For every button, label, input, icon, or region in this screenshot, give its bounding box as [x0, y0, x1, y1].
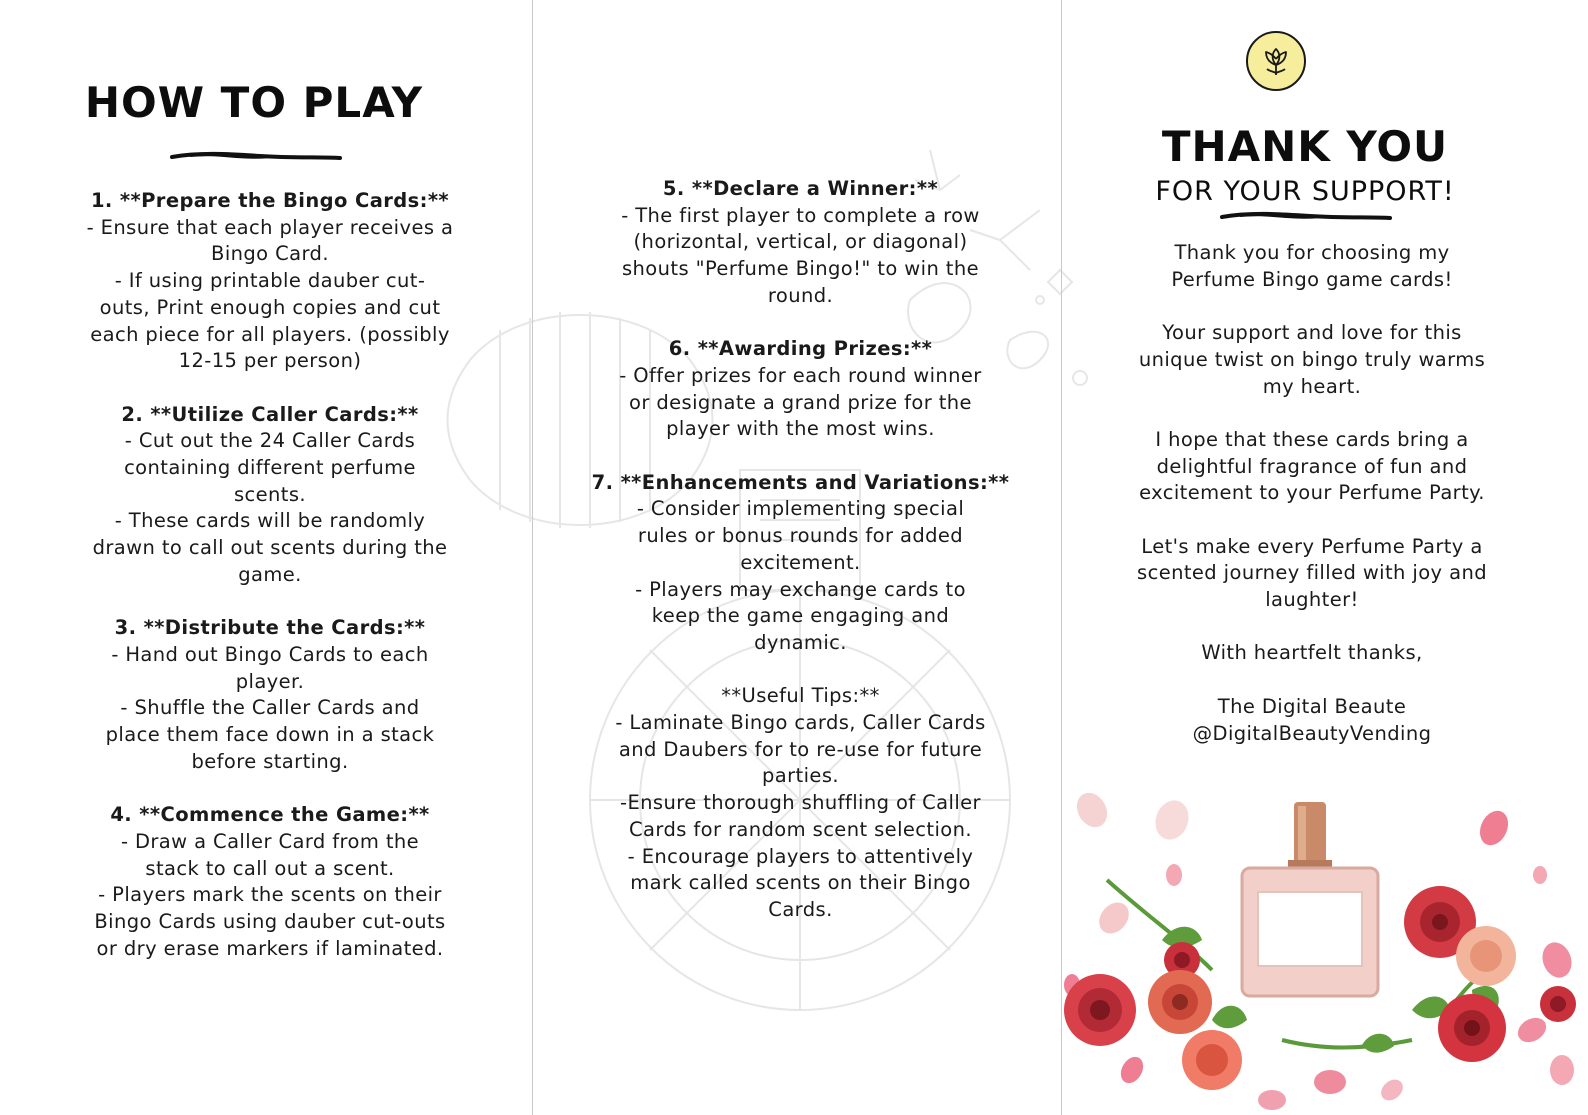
message-line: delightful fragrance of fun and — [1156, 454, 1468, 478]
step-line: - Offer prizes for each round winner — [619, 363, 982, 387]
step-line: - Shuffle the Caller Cards and — [120, 696, 420, 720]
step-line: or dry erase markers if laminated. — [96, 936, 444, 960]
step-line: Bingo Cards using dauber cut-outs — [94, 909, 446, 933]
tip-line: parties. — [762, 764, 839, 788]
tips-heading: **Useful Tips:** — [721, 684, 880, 708]
tip-line: - Laminate Bingo cards, Caller Cards — [615, 711, 986, 735]
step-heading: 4. **Commence the Game:** — [110, 803, 430, 827]
step-line: keep the game engaging and — [651, 604, 950, 628]
message-line: Thank you for choosing my — [1174, 241, 1450, 264]
brush-underline — [1220, 208, 1392, 224]
tip-line: -Ensure thorough shuffling of Caller — [620, 791, 981, 815]
instructions-continued — [588, 176, 1013, 950]
message-line: unique twist on bingo truly warms — [1138, 347, 1486, 371]
how-to-play-panel — [0, 0, 532, 1115]
message-line: With heartfelt thanks, — [1201, 641, 1423, 665]
step-line: game. — [238, 562, 302, 586]
step-line: - Ensure that each player receives a — [86, 215, 454, 239]
tulip-icon — [1246, 31, 1306, 91]
thank-you-message — [1107, 240, 1517, 774]
step-line: 12-15 per person) — [178, 349, 362, 373]
step-line: - If using printable dauber cut- — [114, 269, 426, 293]
message-line: laughter! — [1265, 588, 1359, 612]
step-7 — [588, 470, 1013, 657]
step-line: dynamic. — [754, 630, 847, 654]
step-line: - These cards will be randomly — [114, 509, 426, 533]
step-line: excitement. — [740, 550, 861, 574]
brand-name: The Digital Beaute — [1217, 694, 1407, 718]
step-line: place them face down in a stack — [105, 723, 435, 747]
thank-you-title: THANK YOU — [1161, 122, 1449, 171]
sign-off — [1107, 640, 1517, 667]
step-line: rules or bonus rounds for added — [637, 524, 964, 548]
message-paragraph — [1107, 427, 1517, 507]
step-line: scents. — [233, 482, 307, 506]
step-line: - Hand out Bingo Cards to each — [111, 642, 429, 666]
social-handle: @DigitalBeautyVending — [1192, 721, 1432, 745]
step-line: player with the most wins. — [666, 417, 935, 441]
step-line: player. — [235, 669, 305, 693]
how-to-play-title: HOW TO PLAY — [84, 78, 424, 127]
step-5 — [588, 176, 1013, 310]
step-line: round. — [767, 283, 834, 307]
step-line: - Players mark the scents on their — [98, 883, 442, 907]
step-line: Bingo Card. — [211, 242, 329, 266]
tip-line: Cards for random scent selection. — [629, 817, 972, 841]
step-heading: 7. **Enhancements and Variations:** — [591, 470, 1010, 494]
tip-line: Cards. — [768, 897, 833, 921]
message-paragraph — [1107, 534, 1517, 614]
message-line: scented journey filled with joy and — [1137, 561, 1487, 585]
step-line: containing different perfume — [124, 456, 416, 480]
step-2 — [70, 402, 470, 589]
tip-line: mark called scents on their Bingo — [630, 871, 971, 895]
step-3 — [70, 615, 470, 775]
step-6 — [588, 336, 1013, 443]
thank-you-panel — [1062, 0, 1588, 1115]
step-heading: 6. **Awarding Prizes:** — [668, 337, 933, 361]
step-line: each piece for all players. (possibly — [90, 322, 450, 346]
step-line: - Cut out the 24 Caller Cards — [124, 429, 416, 453]
message-line: my heart. — [1262, 374, 1362, 398]
message-line: Your support and love for this — [1162, 321, 1462, 345]
step-line: - Players may exchange cards to — [635, 577, 966, 601]
step-line: stack to call out a scent. — [145, 856, 395, 880]
thank-you-subtitle: FOR YOUR SUPPORT! — [1155, 176, 1455, 207]
step-heading: 3. **Distribute the Cards:** — [114, 616, 426, 640]
message-line: I hope that these cards bring a — [1155, 427, 1469, 451]
useful-tips — [588, 683, 1013, 923]
step-line: shouts "Perfume Bingo!" to win the — [621, 257, 980, 281]
tip-line: - Encourage players to attentively — [627, 844, 974, 868]
message-paragraph — [1107, 240, 1517, 293]
step-4 — [70, 802, 470, 962]
step-line: - The first player to complete a row — [621, 203, 980, 227]
step-line: before starting. — [191, 749, 349, 773]
step-heading: 1. **Prepare the Bingo Cards:** — [90, 189, 450, 212]
message-line: excitement to your Perfume Party. — [1139, 481, 1485, 505]
step-line: or designate a grand prize for the — [629, 390, 972, 414]
step-heading: 5. **Declare a Winner:** — [662, 177, 939, 200]
instructions-list — [70, 188, 470, 989]
message-line: Let's make every Perfume Party a — [1141, 534, 1483, 558]
tip-line: and Daubers for to re-use for future — [618, 737, 983, 761]
perfume-bottle-image — [1062, 770, 1588, 1115]
rules-continued-panel — [533, 0, 1061, 1115]
step-heading: 2. **Utilize Caller Cards:** — [121, 402, 419, 426]
step-line: outs, Print enough copies and cut — [99, 295, 441, 319]
message-line: Perfume Bingo game cards! — [1171, 267, 1453, 291]
step-line: (horizontal, vertical, or diagonal) — [633, 230, 968, 254]
message-paragraph — [1107, 320, 1517, 400]
step-line: drawn to call out scents during the — [92, 536, 448, 560]
brush-underline — [170, 148, 342, 164]
signature — [1107, 694, 1517, 747]
step-line: - Consider implementing special — [636, 497, 965, 521]
step-1 — [70, 188, 470, 375]
step-line: - Draw a Caller Card from the — [120, 829, 420, 853]
